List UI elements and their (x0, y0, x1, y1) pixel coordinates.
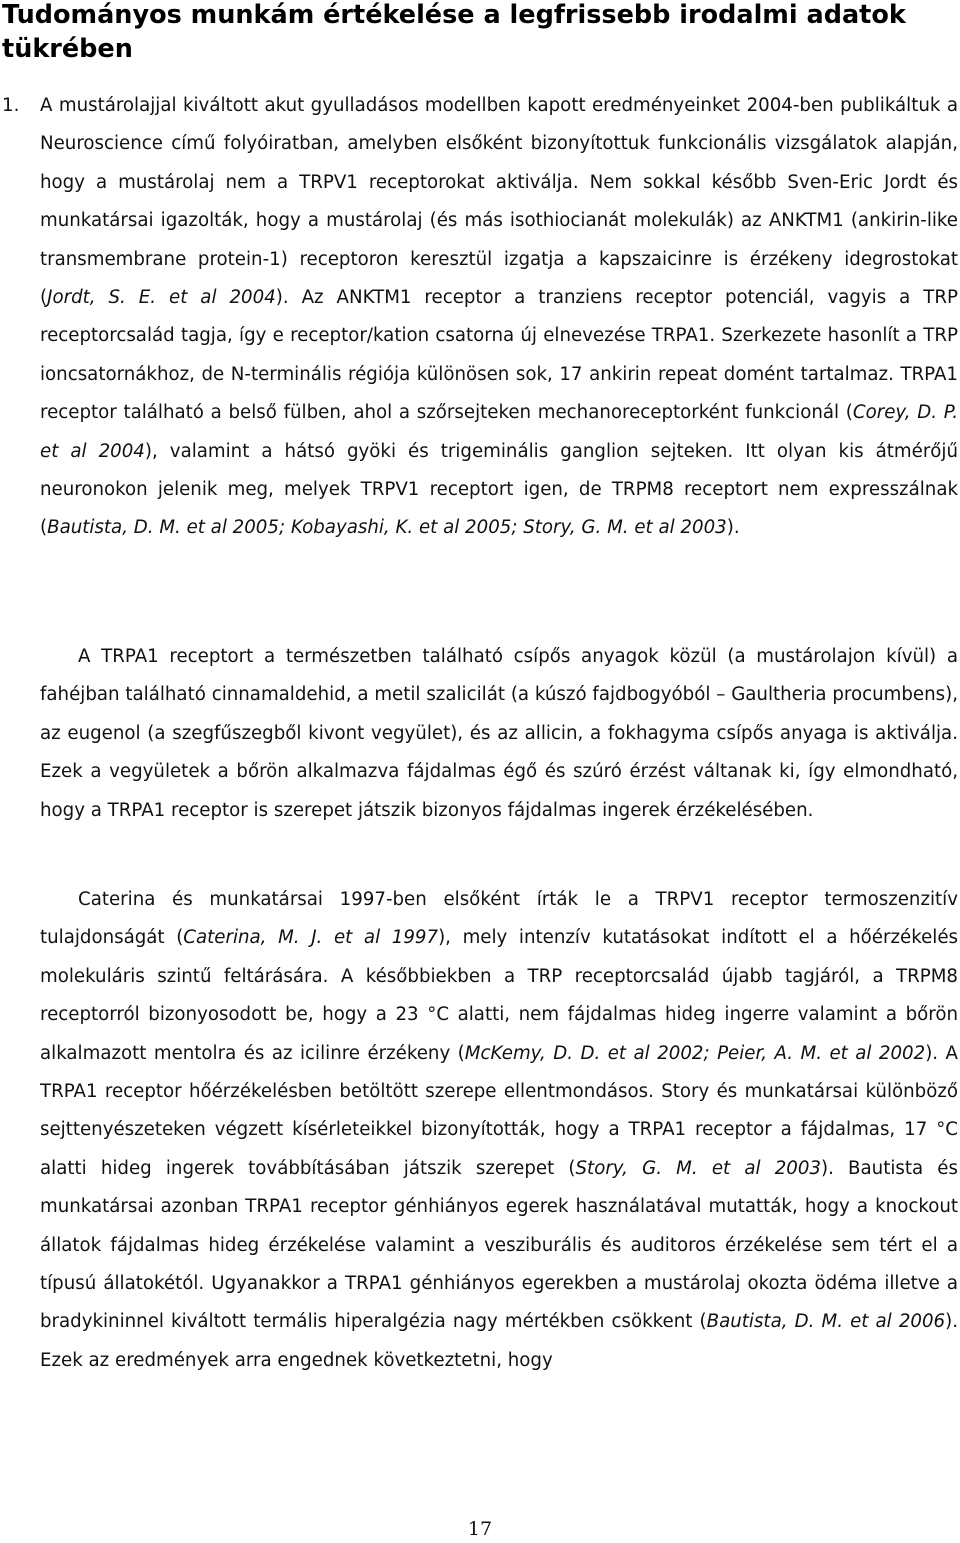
p1-text-2: ). Az ANKTM1 receptor a tranziens receptor potenciál, vagyis a TRP receptorcsalád tagja, így e receptor/kation csatorna új elnevezése TRPA1. Szerkezete hasonlít a TRP ioncsatornákhoz, de N-terminális régiója különösen sok, 17 ankirin repeat domént tartalmaz. TRPA1 receptor található a belső fülben, ahol a szőrsejteken mechanoreceptorként funkcionál ( (40, 287, 958, 424)
paragraph-1 (40, 87, 958, 548)
p3-text-5: ). Ezek az eredmények arra engednek következtetni, hogy (40, 1311, 959, 1371)
p3-text-4: ). Bautista és munkatársai azonban TRPA1 receptor génhiányos egerek használatával mutatták, hogy a knockout állatok fájdalmas hideg érzékelése valamint a vesziburális és auditoros érzékelése sem tért el a típusú állatokétól. Ugyanakkor a TRPA1 génhiányos egerekben a mustárolaj okozta ödéma illetve a bradykininnel kiváltott termális hiperalgézia nagy mértékben csökkent ( (40, 1157, 958, 1333)
paragraph-3 (40, 881, 958, 1380)
p1-text-4: ). (726, 517, 740, 539)
citation: Story, G. M. et al 2003 (575, 1157, 821, 1179)
p2-text-1: A TRPA1 receptort a természetben található csípős anyagok közül (a mustárolajon kívül) a fahéjban található cinnamaldehid, a metil szalicilát (a kúszó fajdbogyóból – Gaultheria procumbens), az eugenol (a szegfűszegből kivont vegyület), és az allicin, a fokhagyma csípős anyaga is aktiválja. Ezek a vegyületek a bőrön alkalmazva fájdalmas égő és szúró érzést váltanak ki, így elmondható, hogy a TRPA1 receptor is szerepet játszik bizonyos fájdalmas ingerek érzékelésében. (40, 646, 958, 821)
page-number: 17 (467, 1518, 493, 1540)
p1-text-3: ), valamint a hátsó gyöki és trigeminális ganglion sejteken. Itt olyan kis átmérőjű neuronokon jelenik meg, melyek TRPV1 receptort igen, de TRPM8 receptort nem expresszálnak ( (40, 440, 959, 539)
citation: Jordt, S. E. et al 2004 (47, 287, 276, 309)
p3-text-2: ), mely intenzív kutatásokat indított el a hőérzékelés molekuláris szintű feltárására. A későbbiekben a TRP receptorcsalád újabb tagjáról, a TRPM8 receptorról bizonyosodott be, hogy a 23 °C alatti, nem fájdalmas hideg ingerre valamint a bőrön alkalmazott mentolra és az icilinre érzékeny ( (40, 927, 958, 1064)
citation: Bautista, D. M. et al 2005; Kobayashi, K. et al 2005; Story, G. M. et al 2003 (47, 517, 727, 539)
citation: McKemy, D. D. et al 2002; Peier, A. M. et al 2002 (464, 1042, 926, 1064)
p3-text-1: Caterina és munkatársai 1997-ben elsőként írták le a TRPV1 receptor termoszenzitív tulajdonságát ( (40, 889, 958, 949)
p1-text-1: A mustárolajjal kiváltott akut gyulladásos modellben kapott eredményeinket 2004-ben publikáltuk a Neuroscience című folyóiratban, amelyben elsőként bizonyítottuk funkcionális vizsgálatok alapján, hogy a mustárolaj nem a TRPV1 receptorokat aktiválja. Nem sokkal később Sven-Eric Jordt és munkatársai igazolták, hogy a mustárolaj (és más isothiocianát molekulák) az ANKTM1 (ankirin-like transmembrane protein-1) receptoron keresztül izgatja a kapszaicinre is érzékeny idegrostokat ( (40, 95, 958, 309)
list-number: 1. (2, 95, 20, 116)
section-heading: Tudományos munkám értékelése a legfrissebb irodalmi adatok tükrében (2, 0, 906, 64)
citation: Bautista, D. M. et al 2006 (706, 1311, 946, 1333)
citation: Caterina, M. J. et al 1997 (183, 927, 439, 949)
paragraph-2 (40, 638, 958, 830)
p3-text-3: ). A TRPA1 receptor hőérzékelésben betöltött szerepe ellentmondásos. Story és munkatársai különböző sejttenyészeteken végzett kísérleteikkel bizonyították, hogy a TRPA1 receptor a fájdalmas, 17 °C alatti hideg ingerek továbbításában játszik szerepet ( (40, 1042, 958, 1179)
citation: Corey, D. P. et al 2004 (40, 402, 958, 462)
